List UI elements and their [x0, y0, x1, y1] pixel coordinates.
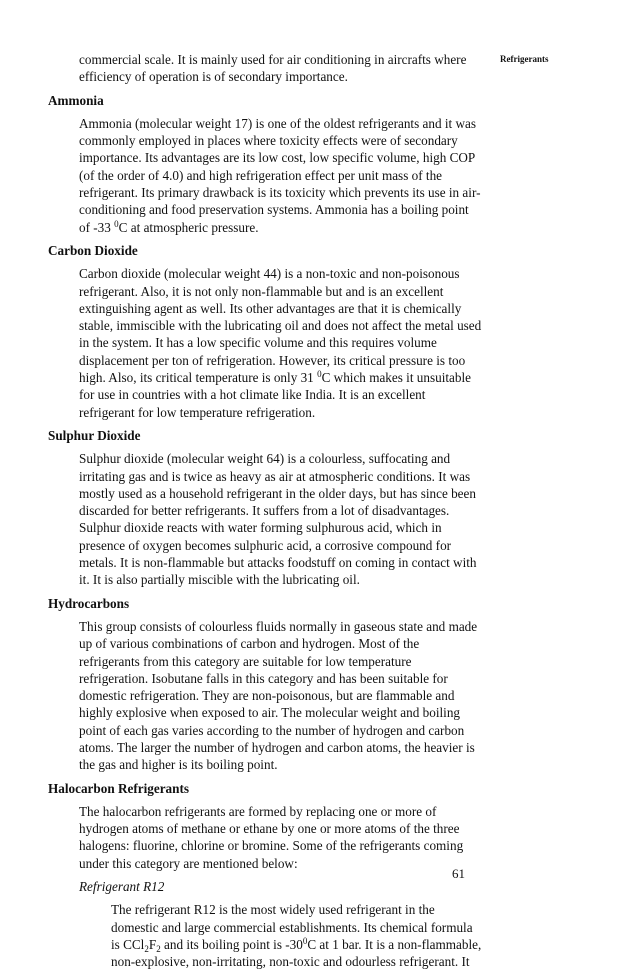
text-line: irritating gas and is twice as heavy as air at atmospheric conditions. It was	[79, 468, 471, 484]
text-fragment: high. Also, its critical temperature is only 31	[79, 370, 318, 386]
text-line: discarded for better refrigerants. It suffers from a lot of disadvantages.	[79, 503, 450, 519]
text-fragment: of -33	[79, 219, 115, 235]
text-line: presence of oxygen becomes sulphuric acid, a corrosive compound for	[79, 537, 452, 553]
text-line: domestic refrigeration. They are non-poisonous, but are flammable and	[79, 688, 455, 704]
text-line: commercial scale. It is mainly used for air conditioning in aircrafts where	[79, 52, 467, 67]
ammonia-paragraph	[79, 115, 488, 236]
text-fragment: C which makes it unsuitable	[321, 370, 472, 386]
text-line: (of the order of 4.0) and high refrigeration effect per unit mass of the	[79, 167, 443, 183]
text-line: refrigeration. Isobutane falls in this category and has been suitable for	[79, 670, 448, 686]
text-fragment: C at 1 bar. It is a non-flammable,	[307, 936, 482, 952]
text-line	[79, 219, 488, 236]
text-line: Sulphur dioxide (molecular weight 64) is a colourless, suffocating and	[79, 451, 451, 467]
text-line: under this category are mentioned below:	[79, 855, 298, 871]
text-fragment: C at atmospheric pressure.	[118, 219, 259, 235]
text-line: importance. Its advantages are its low cost, low specific volume, high COP	[79, 150, 476, 166]
text-line: Ammonia (molecular weight 17) is one of the oldest refrigerants and it was	[79, 115, 476, 131]
carbon-dioxide-paragraph	[79, 265, 488, 421]
degree-superscript: 0	[114, 218, 119, 229]
text-fragment: and its boiling point is -30	[160, 936, 303, 952]
page-number: 61	[452, 866, 465, 881]
running-header: Refrigerants	[500, 54, 549, 64]
text-fragment: is CCl	[111, 936, 145, 952]
text-line: highly explosive when exposed to air. The molecular weight and boiling	[79, 705, 461, 721]
text-line: This group consists of colourless fluids normally in gaseous state and made	[79, 618, 478, 634]
text-line: Sulphur dioxide reacts with water forming sulphurous acid, which in	[79, 520, 442, 536]
text-line	[111, 936, 488, 953]
text-line: refrigerant. Its primary drawback is its toxicity which prevents its use in air-	[79, 185, 481, 201]
text-line: non-explosive, non-irritating, non-toxic and odourless refrigerant. It	[111, 954, 470, 970]
text-line: conditioning and food preservation systems. Ammonia has a boiling point	[79, 202, 469, 218]
text-line: commonly employed in places where toxicity effects were of secondary	[79, 133, 458, 149]
text-line: point of each gas varies according to the number of hydrogen and carbon	[79, 722, 465, 738]
section-heading-sulphur-dioxide: Sulphur Dioxide	[48, 427, 141, 443]
section-heading-hydrocarbons: Hydrocarbons	[48, 595, 130, 611]
degree-superscript: 0	[302, 935, 308, 946]
text-line: in the system. It has a low specific volume and this requires volume	[79, 335, 437, 351]
text-line: for use in countries with a hot climate like India. It is an excellent	[79, 387, 426, 403]
text-line: up of various combinations of carbon and hydrogen. Most of the	[79, 636, 420, 652]
intro-paragraph	[79, 51, 488, 86]
text-line: The refrigerant R12 is the most widely used refrigerant in the	[111, 902, 435, 918]
text-line: The halocarbon refrigerants are formed by replacing one or more of	[79, 803, 437, 819]
section-heading-ammonia: Ammonia	[48, 92, 104, 108]
text-line: displacement per ton of refrigeration. However, its critical pressure is too	[79, 352, 466, 368]
degree-superscript: 0	[317, 369, 322, 380]
text-fragment: F	[148, 936, 157, 952]
text-line: hydrogen atoms of methane or ethane by one or more atoms of the three	[79, 821, 460, 837]
formula-subscript: 2	[156, 943, 161, 954]
text-line: refrigerant. Also, it is not only non-flammable but and is an excellent	[79, 283, 444, 299]
formula-subscript: 2	[144, 943, 149, 954]
section-heading-carbon-dioxide: Carbon Dioxide	[48, 242, 138, 258]
text-line: stable, immiscible with the lubricating oil and does not affect the metal used	[79, 318, 482, 334]
hydrocarbons-paragraph	[79, 618, 488, 774]
text-line: refrigerant for low temperature refrigeration.	[79, 404, 316, 420]
text-line: halogens: fluorine, chlorine or bromine. Some of the refrigerants coming	[79, 838, 464, 854]
text-line: it. It is also partially miscible with the lubricating oil.	[79, 572, 360, 588]
halocarbon-paragraph	[79, 803, 488, 872]
text-line: refrigerants from this category are suitable for low temperature	[79, 653, 412, 669]
document-body	[48, 51, 488, 977]
sulphur-dioxide-paragraph	[79, 450, 488, 588]
text-line: efficiency of operation is of secondary importance.	[79, 69, 348, 85]
subsection-heading-r12: Refrigerant R12	[79, 879, 165, 895]
text-line: extinguishing agent as well. Its other advantages are that it is chemically	[79, 300, 462, 316]
text-line: mostly used as a household refrigerant in the older days, but has since been	[79, 485, 476, 501]
section-heading-halocarbon: Halocarbon Refrigerants	[48, 780, 190, 796]
text-line: Carbon dioxide (molecular weight 44) is a non-toxic and non-poisonous	[79, 266, 460, 282]
text-line	[79, 369, 488, 386]
text-line: domestic and large commercial establishments. Its chemical formula	[111, 919, 473, 935]
text-line: atoms. The larger the number of hydrogen and carbon atoms, the heavier is	[79, 739, 475, 755]
r12-paragraph	[111, 901, 488, 970]
text-line: metals. It is non-flammable but attacks foodstuff on coming in contact with	[79, 555, 477, 571]
text-line: the gas and higher is its boiling point.	[79, 757, 278, 773]
